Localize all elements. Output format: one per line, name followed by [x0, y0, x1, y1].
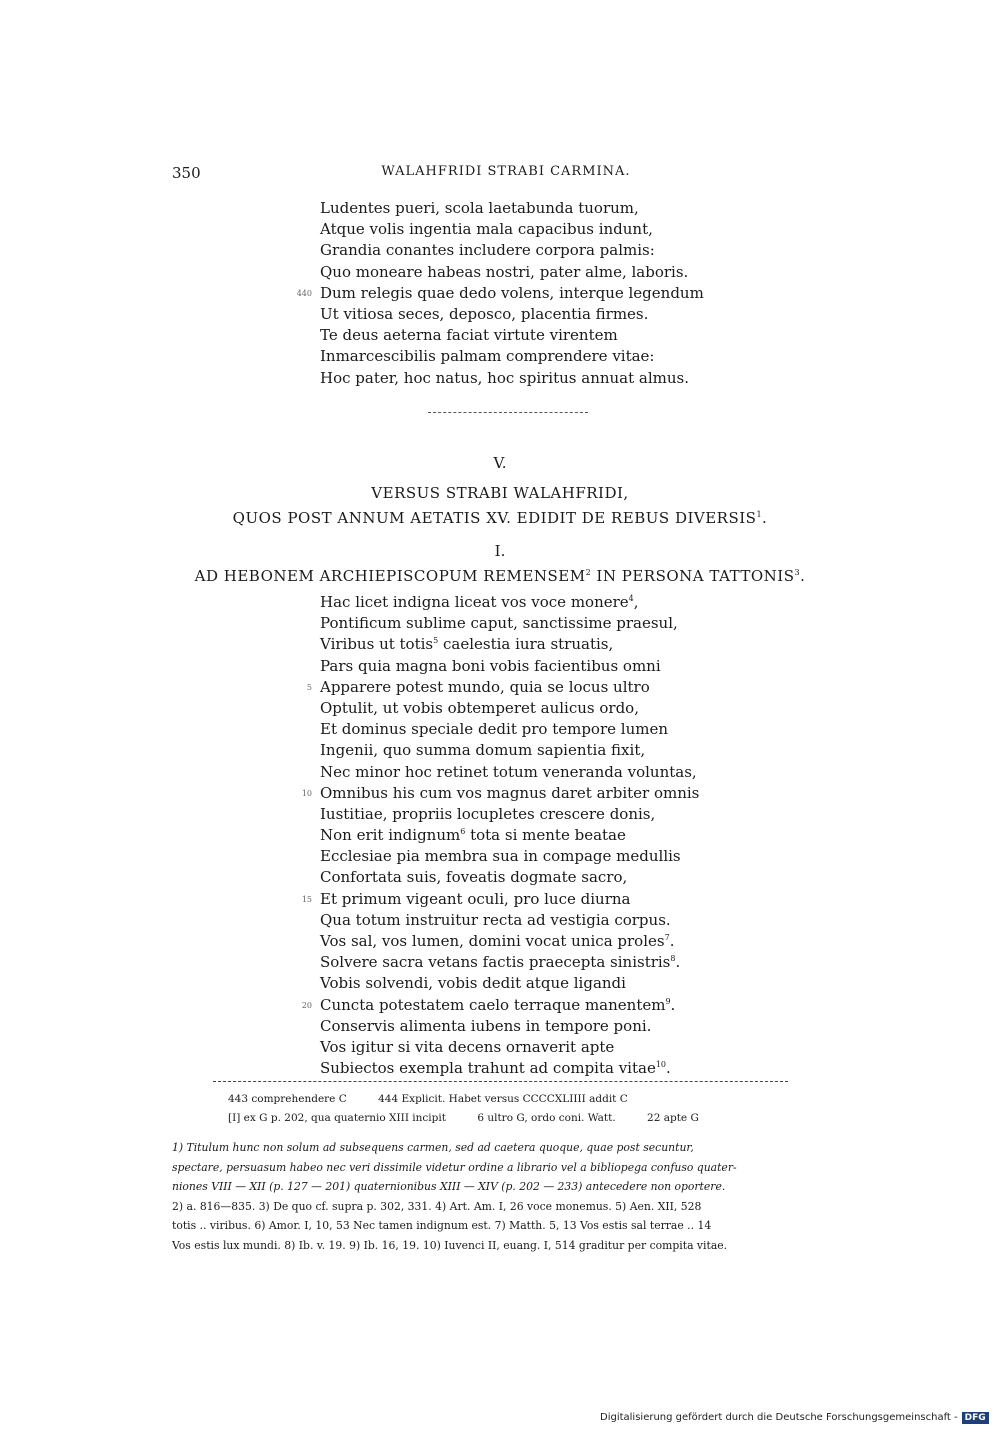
- verse-text: Optulit, ut vobis obtemperet aulicus ordo,: [320, 698, 639, 717]
- verse-text: Pontificum sublime caput, sanctissime praesul,: [320, 614, 678, 633]
- footnotes: [172, 1138, 840, 1256]
- footnote-ref: 10: [655, 1060, 667, 1070]
- verse-line: [320, 719, 880, 740]
- line-number: 5: [306, 682, 312, 692]
- verse-text: Vobis solvendi, vobis dedit atque ligandi: [320, 974, 626, 993]
- verse-text: Quo moneare habeas nostri, pater alme, laboris.: [320, 262, 689, 281]
- verse-line: [306, 677, 880, 698]
- verse-text: Pars quia magna boni vobis facientibus omni: [320, 656, 661, 675]
- verse-line: [320, 931, 880, 952]
- verse-line: [320, 698, 880, 719]
- footnote-line: totis .. viribus. 6) Amor. I, 10, 53 Nec tamen indignum est. 7) Matth. 5, 13 Vos estis sal terrae .. 14: [172, 1219, 712, 1233]
- verse-tail: ,: [633, 593, 639, 611]
- digitization-credit: [600, 1412, 989, 1424]
- verse-text: Dum relegis quae dedo volens, interque legendum: [320, 283, 704, 302]
- poem-number: V.: [493, 454, 507, 472]
- verse-line: [320, 1037, 880, 1058]
- section-title-part-a: AD HEBONEM ARCHIEPISCOPUM REMENSEM: [194, 567, 586, 585]
- dfg-logo: DFG: [962, 1412, 989, 1424]
- verse-tail: caelestia iura struatis,: [438, 635, 614, 654]
- decorative-rule: [428, 412, 588, 413]
- verse-line: [320, 656, 880, 677]
- verse-text: Grandia conantes includere corpora palmis:: [320, 241, 655, 260]
- apparatus-entry: 22 apte G: [647, 1112, 699, 1124]
- verse-text: Apparere potest mundo, quia se locus ultro: [320, 677, 650, 696]
- page-number: 350: [172, 164, 201, 182]
- section-title: [160, 567, 840, 585]
- verse-text: Ingenii, quo summa domum sapientia fixit,: [320, 741, 646, 760]
- line-number: 20: [301, 1000, 312, 1010]
- poem-title-line-2-text: QUOS POST ANNUM AETATIS XV. EDIDIT DE REBUS DIVERSIS: [232, 509, 757, 527]
- verse-line: [320, 825, 880, 846]
- poem-verses: [301, 592, 880, 1079]
- poem-title-line-1: VERSUS STRABI WALAHFRIDI,: [371, 484, 629, 502]
- footnote-line: Vos estis lux mundi. 8) Ib. v. 19. 9) Ib. 16, 19. 10) Iuvenci II, euang. I, 514 graditur per compita vitae.: [172, 1238, 728, 1252]
- footnote-ref: 7: [664, 933, 670, 942]
- footnote-line: 1) Titulum hunc non solum ad subsequens carmen, sed ad caetera quoque, quae post secuntur,: [172, 1141, 694, 1154]
- verse-text: Solvere sacra vetans factis praecepta sinistris: [320, 953, 671, 972]
- footnote-line: 2) a. 816—835. 3) De quo cf. supra p. 302, 331. 4) Art. Am. I, 26 voce monemus. 5) Aen. XII, 528: [172, 1199, 702, 1213]
- line-number: 440: [296, 288, 312, 298]
- verse-text: Atque volis ingentia mala capacibus indunt,: [320, 220, 653, 239]
- footnote-ref: 6: [460, 827, 466, 837]
- verse-text: Inmarcescibilis palmam comprendere vitae:: [320, 347, 655, 366]
- footnote-line: spectare, persuasum habeo nec veri dissimile videtur ordine a librario vel a bibliopega confuso quater-: [172, 1160, 737, 1174]
- verse-line: [320, 910, 880, 931]
- footnote-ref: 5: [433, 636, 439, 646]
- footnote-ref: 4: [628, 594, 634, 603]
- verse-tail: tota si mente beatae: [465, 826, 626, 845]
- verse-text: Omnibus his cum vos magnus daret arbiter omnis: [320, 783, 700, 802]
- critical-apparatus-line-2: [228, 1112, 848, 1124]
- footnote-ref: 9: [665, 996, 671, 1006]
- footnote-ref: 3: [794, 568, 801, 577]
- footnote-ref: 1: [756, 510, 763, 519]
- verse-line: [301, 889, 880, 910]
- verse-line: [320, 592, 880, 613]
- verse-line: [320, 368, 880, 389]
- verse-text: Hac licet indigna liceat vos voce monere: [320, 593, 629, 611]
- apparatus-entry: 443 comprehendere C: [228, 1093, 347, 1105]
- verse-text: Subiectos exempla trahunt ad compita vitae: [320, 1059, 656, 1078]
- footnote-line: niones VIII — XII (p. 127 — 201) quaternionibus XIII — XIV (p. 202 — 233) antecedere non oportere.: [172, 1180, 726, 1194]
- verse-tail: .: [666, 1059, 671, 1078]
- verse-line: [296, 283, 880, 304]
- apparatus-entry: [I] ex G p. 202, qua quaternio XIII incipit: [228, 1112, 446, 1124]
- verse-line: [320, 262, 880, 283]
- verse-text: Iustitiae, propriis locupletes crescere donis,: [320, 804, 656, 823]
- verse-text: Et primum vigeant oculi, pro luce diurna: [320, 889, 631, 908]
- verse-text: Vos sal, vos lumen, domini vocat unica proles: [320, 932, 665, 950]
- verse-line: [320, 325, 880, 346]
- section-title-part-b: IN PERSONA TATTONIS: [591, 567, 795, 585]
- verse-text: Vos igitur si vita decens ornaverit apte: [320, 1037, 615, 1056]
- verse-text: Qua totum instruitur recta ad vestigia corpus.: [320, 910, 671, 929]
- verse-line: [320, 219, 880, 240]
- verse-line: [320, 846, 880, 867]
- verse-text: Nec minor hoc retinet totum veneranda voluntas,: [320, 762, 697, 781]
- verse-line: [320, 240, 880, 261]
- line-number: 15: [301, 894, 312, 904]
- verse-text: Ecclesiae pia membra sua in compage medullis: [320, 847, 681, 866]
- verse-text: Ludentes pueri, scola laetabunda tuorum,: [320, 199, 639, 217]
- verse-text: Cuncta potestatem caelo terraque manentem: [320, 995, 666, 1014]
- verse-text: Hoc pater, hoc natus, hoc spiritus annuat almus.: [320, 368, 690, 387]
- verse-line: [320, 613, 880, 634]
- verse-line: [320, 762, 880, 783]
- verse-line: [320, 740, 880, 761]
- verse-line: [320, 952, 880, 973]
- verse-text: Te deus aeterna faciat virtute virentem: [320, 326, 618, 345]
- verse-text: Non erit indignum: [320, 826, 461, 845]
- verse-line: [320, 804, 880, 825]
- verse-line: [320, 304, 880, 325]
- previous-poem-verses: [296, 198, 880, 389]
- verse-tail: .: [669, 932, 675, 950]
- verse-text: Et dominus speciale dedit pro tempore lumen: [320, 720, 668, 739]
- verse-text: Confortata suis, foveatis dogmate sacro,: [320, 868, 628, 887]
- apparatus-rule: [213, 1081, 788, 1082]
- section-number: I.: [494, 542, 506, 560]
- line-number: 10: [301, 788, 312, 798]
- footnote-ref: 2: [585, 568, 592, 577]
- verse-text: Ut vitiosa seces, deposco, placentia firmes.: [320, 304, 649, 323]
- section-title-punct: .: [800, 567, 806, 585]
- verse-line: [320, 198, 880, 219]
- verse-text: Viribus ut totis: [320, 635, 434, 654]
- verse-line: [320, 1058, 880, 1079]
- verse-line: [320, 973, 880, 994]
- verse-line: [301, 995, 880, 1016]
- verse-line: [320, 1016, 880, 1037]
- verse-tail: .: [670, 995, 676, 1014]
- verse-line: [301, 783, 880, 804]
- footnote-ref: 8: [670, 954, 676, 964]
- running-head: [172, 164, 840, 186]
- running-title: WALAHFRIDI STRABI CARMINA.: [381, 164, 631, 179]
- verse-tail: .: [675, 953, 681, 972]
- credit-text: Digitalisierung gefördert durch die Deutsche Forschungsgemeinschaft -: [600, 1412, 958, 1423]
- critical-apparatus-line-1: [228, 1093, 848, 1105]
- verse-line: [320, 634, 880, 655]
- verse-text: Conservis alimenta iubens in tempore poni.: [320, 1016, 652, 1035]
- apparatus-entry: 444 Explicit. Habet versus CCCCXLIIII addit C: [378, 1093, 628, 1105]
- poem-title-line-2: [160, 509, 840, 527]
- verse-line: [320, 867, 880, 888]
- title-punct: .: [762, 509, 768, 527]
- apparatus-entry: 6 ultro G, ordo coni. Watt.: [477, 1112, 616, 1124]
- verse-line: [320, 346, 880, 367]
